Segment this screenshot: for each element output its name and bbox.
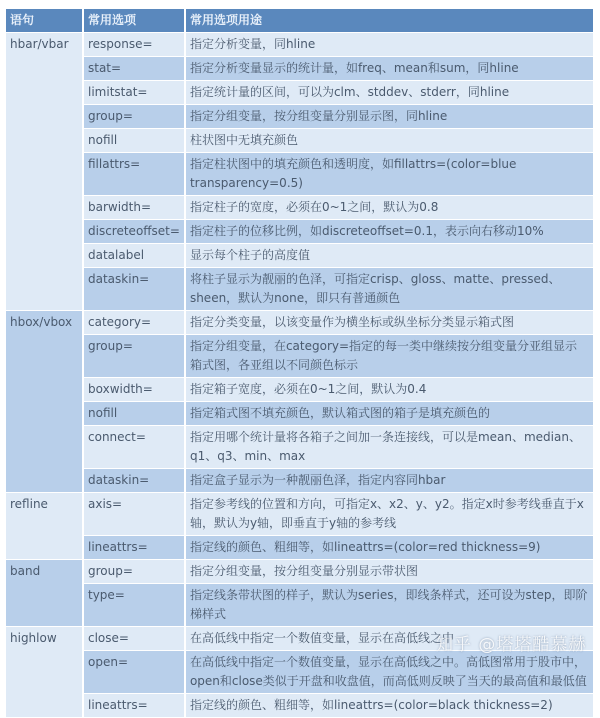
table-row	[6, 244, 593, 267]
description-cell: 指定柱子的位移比例，如discreteoffset=0.1，表示向右移动10%	[186, 220, 593, 243]
header-statement: 语句	[6, 9, 82, 32]
option-cell: barwidth=	[84, 196, 184, 219]
statement-cell: refline	[6, 493, 82, 559]
table-row	[6, 469, 593, 492]
option-cell: dataskin=	[84, 268, 184, 310]
table-row	[6, 335, 593, 377]
description-cell: 指定分组变量，按分组变量分别显示带状图	[186, 560, 593, 583]
description-cell: 指定分组变量，在category=指定的每一类中继续按分组变量分亚组显示箱式图，各亚组以不同颜色标示	[186, 335, 593, 377]
table-row	[6, 560, 593, 583]
table-body	[6, 33, 593, 717]
option-cell: type=	[84, 584, 184, 626]
table-row	[6, 33, 593, 56]
option-cell: close=	[84, 627, 184, 650]
description-cell: 在高低线中指定一个数值变量，显示在高低线之中。高低图常用于股市中，open和close类似于开盘和收盘值，而高低则反映了当天的最高值和最低值	[186, 651, 593, 693]
table-row	[6, 196, 593, 219]
statement-cell: highlow	[6, 627, 82, 717]
option-cell: lineattrs=	[84, 536, 184, 559]
table-row	[6, 378, 593, 401]
statement-cell: hbar/vbar	[6, 33, 82, 310]
description-cell: 指定盒子显示为一种靓丽色泽，指定内容同hbar	[186, 469, 593, 492]
option-cell: limitstat=	[84, 81, 184, 104]
option-cell: open=	[84, 651, 184, 693]
table-row	[6, 268, 593, 310]
description-cell: 指定箱式图不填充颜色，默认箱式图的箱子是填充颜色的	[186, 402, 593, 425]
description-cell: 指定分类变量，以该变量作为横坐标或纵坐标分类显示箱式图	[186, 311, 593, 334]
table-row	[6, 536, 593, 559]
header-option: 常用选项	[84, 9, 184, 32]
table-row	[6, 129, 593, 152]
option-cell: datalabel	[84, 244, 184, 267]
description-cell: 指定线的颜色、粗细等，如lineattrs=(color=black thickness=2)	[186, 694, 593, 717]
table-row	[6, 57, 593, 80]
option-cell: nofill	[84, 129, 184, 152]
header-usage: 常用选项用途	[186, 9, 593, 32]
option-cell: group=	[84, 335, 184, 377]
option-cell: nofill	[84, 402, 184, 425]
option-cell: category=	[84, 311, 184, 334]
option-cell: boxwidth=	[84, 378, 184, 401]
table-row	[6, 694, 593, 717]
table-row	[6, 651, 593, 693]
description-cell: 指定用哪个统计量将各箱子之间加一条连接线，可以是mean、median、q1、q3、min、max	[186, 426, 593, 468]
statement-cell: band	[6, 560, 82, 626]
option-cell: lineattrs=	[84, 694, 184, 717]
options-table	[4, 8, 595, 718]
description-cell: 指定线条带状图的样子，默认为series，即线条样式，还可设为step，即阶梯样式	[186, 584, 593, 626]
description-cell: 指定柱子的宽度，必须在0~1之间，默认为0.8	[186, 196, 593, 219]
table-row	[6, 493, 593, 535]
option-cell: fillattrs=	[84, 153, 184, 195]
table-row	[6, 220, 593, 243]
option-cell: group=	[84, 105, 184, 128]
description-cell: 指定箱子宽度，必须在0~1之间，默认为0.4	[186, 378, 593, 401]
option-cell: dataskin=	[84, 469, 184, 492]
description-cell: 指定线的颜色、粗细等，如lineattrs=(color=red thickness=9)	[186, 536, 593, 559]
header-row	[6, 9, 593, 32]
table-row	[6, 426, 593, 468]
option-cell: connect=	[84, 426, 184, 468]
description-cell: 指定柱状图中的填充颜色和透明度，如fillattrs=(color=blue transparency=0.5)	[186, 153, 593, 195]
option-cell: discreteoffset=	[84, 220, 184, 243]
description-cell: 指定分析变量，同hline	[186, 33, 593, 56]
description-cell: 在高低线中指定一个数值变量，显示在高低线之中	[186, 627, 593, 650]
description-cell: 指定分组变量，按分组变量分别显示图，同hline	[186, 105, 593, 128]
description-cell: 显示每个柱子的高度值	[186, 244, 593, 267]
statement-cell: hbox/vbox	[6, 311, 82, 492]
table-row	[6, 81, 593, 104]
option-cell: axis=	[84, 493, 184, 535]
table-row	[6, 402, 593, 425]
description-cell: 柱状图中无填充颜色	[186, 129, 593, 152]
description-cell: 指定统计量的区间，可以为clm、stddev、stderr，同hline	[186, 81, 593, 104]
option-cell: response=	[84, 33, 184, 56]
table-row	[6, 584, 593, 626]
option-cell: group=	[84, 560, 184, 583]
description-cell: 指定分析变量显示的统计量，如freq、mean和sum，同hline	[186, 57, 593, 80]
description-cell: 将柱子显示为靓丽的色泽，可指定crisp、gloss、matte、pressed、sheen，默认为none，即只有普通颜色	[186, 268, 593, 310]
table-row	[6, 153, 593, 195]
watermark: 知乎 @塔塔酷慕赫	[436, 635, 587, 655]
description-cell: 指定参考线的位置和方向，可指定x、x2、y、y2。指定x时参考线垂直于x轴，默认为y轴，即垂直于y轴的参考线	[186, 493, 593, 535]
table-row	[6, 311, 593, 334]
table-row	[6, 105, 593, 128]
option-cell: stat=	[84, 57, 184, 80]
